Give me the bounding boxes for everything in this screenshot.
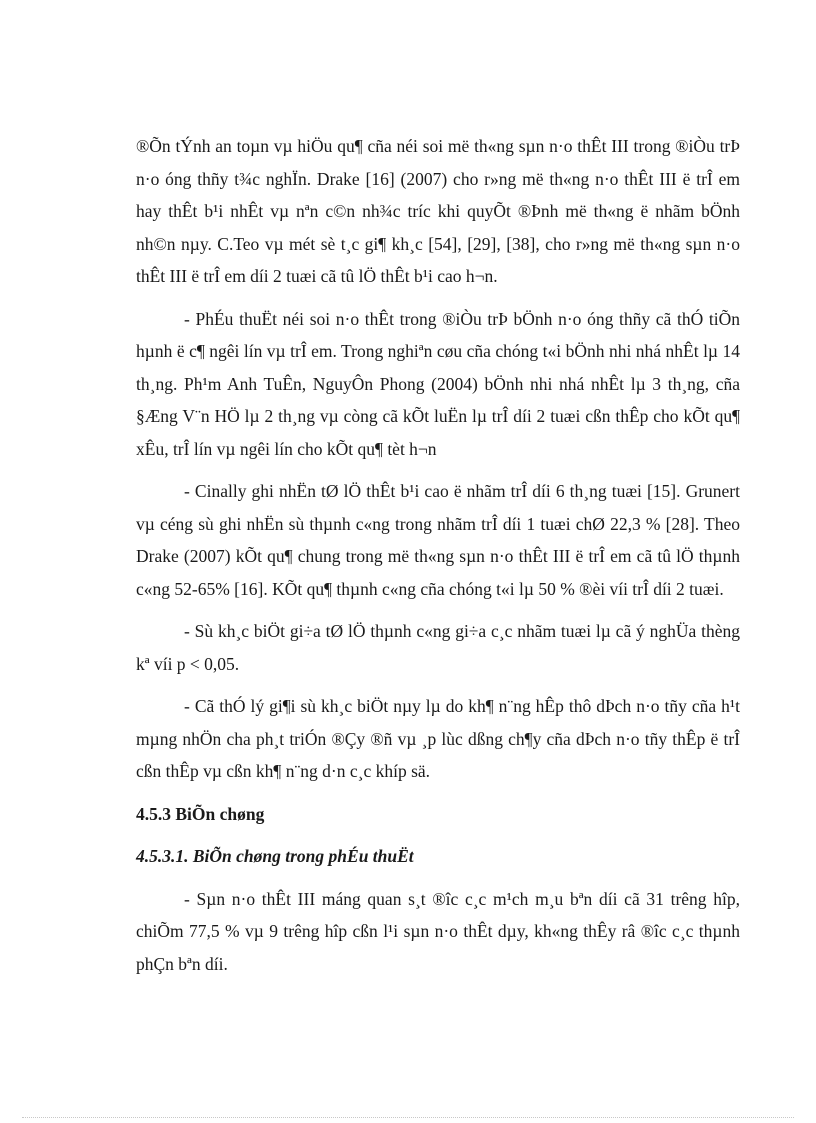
paragraph-3: - Cinally ghi nhËn tØ lÖ thÊt b¹i cao ë nhãm trÎ díi 6 th¸ng tuæi [15]. Grunert vµ céng sù ghi nhËn sù thµnh c«ng trong nhãm trÎ díi 1 tuæi chØ 22,3 % [28]. Theo Drake (2007) kÕt qu¶ chung trong më th«ng sµn n·o thÊt III ë trÎ em cã tû lÖ thµnh c«ng 52-65% [16]. KÕt qu¶ thµnh c«ng cña chóng t«i lµ 50 % ®èi víi trÎ díi 2 tuæi.: [136, 481, 740, 599]
paragraph-5: - Cã thÓ lý gi¶i sù kh¸c biÖt nµy lµ do kh¶ n¨ng hÊp thô dÞch n·o tñy cña h¹t mµng nhÖn cha ph¸t triÓn ®Çy ®ñ vµ ¸p lùc dßng ch¶y cña dÞch n·o tñy thÊp ë trÎ cßn thÊp vµ cßn kh¶ n¨ng d·n c¸c khíp sä.: [136, 696, 740, 781]
paragraph-4: - Sù kh¸c biÖt gi÷a tØ lÖ thµnh c«ng gi÷a c¸c nhãm tuæi lµ cã ý nghÜa thèng kª víi p < 0,05.: [136, 621, 740, 674]
paragraph-1: ®Õn tÝnh an toµn vµ hiÖu qu¶ cña néi soi më th«ng sµn n·o thÊt III trong ®iÒu trÞ n·o óng thñy t¾c nghÏn. Drake [16] (2007) cho r»ng më th«ng n·o thÊt III ë trÎ em hay thÊt b¹i nhÊt vµ nªn c©n nh¾c tríc khi quyÕt ®Þnh më th«ng ë nhãm bÖnh nh©n nµy. C.Teo vµ mét sè t¸c gi¶ kh¸c [54], [29], [38], cho r»ng më th«ng sµn n·o thÊt III ë trÎ em díi 2 tuæi cã tû lÖ thÊt b¹i cao h¬n.: [136, 136, 740, 286]
subsection-heading: 4.5.3.1. BiÕn chøng trong phÉu thuËt: [136, 846, 414, 866]
paragraph-6: - Sµn n·o thÊt III máng quan s¸t ®îc c¸c m¹ch m¸u bªn díi cã 31 trêng hîp, chiÕm 77,5 % vµ 9 trêng hîp cßn l¹i sµn n·o thÊt dµy, kh«ng thÊy râ ®îc c¸c thµnh phÇn bªn díi.: [136, 888, 740, 974]
document-body: [136, 130, 740, 990]
page-bottom-divider: [22, 1117, 794, 1118]
paragraph-2: - PhÉu thuËt néi soi n·o thÊt trong ®iÒu trÞ bÖnh n·o óng thñy cã thÓ tiÕn hµnh ë c¶ ngêi lín vµ trÎ em. Trong nghiªn cøu cña chóng t«i bÖnh nhi nhá nhÊt lµ 14 th¸ng. Ph¹m Anh TuÊn, NguyÔn Phong (2004) bÖnh nhi nhá nhÊt lµ 3 th¸ng, cña §Æng V¨n HÖ lµ 2 th¸ng vµ còng cã kÕt luËn lµ trÎ díi 2 tuæi cßn thÊp cho kÕt qu¶ xÊu, trÎ lín vµ ngêi lín cho kÕt qu¶ tèt h¬n: [136, 308, 740, 459]
section-heading: 4.5.3 BiÕn chøng: [136, 803, 265, 824]
